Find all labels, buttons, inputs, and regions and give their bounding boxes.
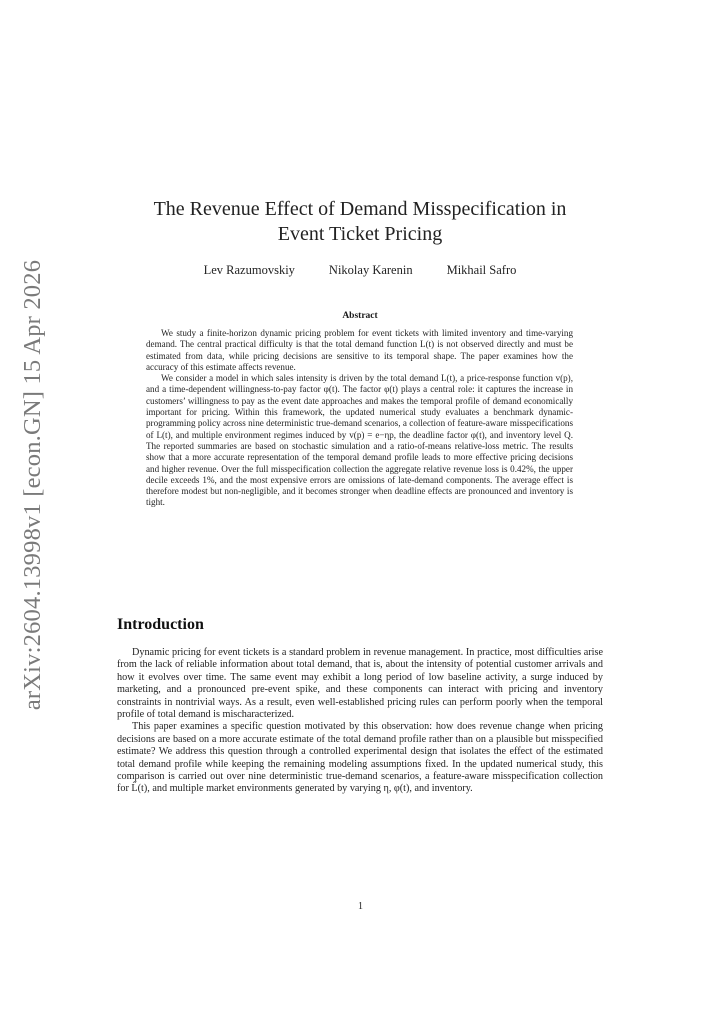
title-line-1: The Revenue Effect of Demand Misspecification in [153,198,567,220]
section-heading-introduction: Introduction [117,616,204,633]
author-list [118,263,602,278]
arxiv-identifier: arXiv:2604.13998v1 [econ.GN] 15 Apr 2026 [19,259,47,711]
page-number: 1 [358,901,363,912]
paper-title [118,197,602,247]
abstract-body [146,328,573,509]
author-name: Lev Razumovskiy [203,263,295,277]
arxiv-sidebar-stamp [10,259,56,711]
title-line-2: Event Ticket Pricing [277,223,443,245]
author-name: Mikhail Safro [446,263,517,277]
abstract-heading: Abstract [342,311,378,321]
introduction-body [117,647,603,796]
body-paragraph: This paper examines a specific question motivated by this observation: how does revenue change when pricing decisions are based on a more accurate estimate of the total demand profile rather than on a plausible but misspecified estimate? We address this question through a controlled experimental design that isolates the effect of the estimated total demand profile while keeping the remaining modeling assumptions fixed. In the updated numerical study, this comparison is carried out over nine deterministic true-demand scenarios, a feature-aware misspecification collection for L̂(t), and multiple market environments generated by varying η, φ(t), and inventory. [117,721,603,795]
author-name: Nikolay Karenin [328,263,413,277]
abstract-paragraph: We consider a model in which sales intensity is driven by the total demand L(t), a price-response function v(p), and a time-dependent willingness-to-pay factor φ(t). The factor φ(t) plays a central role: it captures the increase in customers’ willingness to pay as the event date approaches and makes the temporal profile of demand economically important for pricing. Within this framework, the updated numerical study evaluates a benchmark dynamic-programming policy across nine deterministic true-demand scenarios, a collection of feature-aware misspecifications of L(t), and multiple environment regimes induced by v(p) = e−ηp, the deadline factor φ(t), and inventory level Q. The reported summaries are based on stochastic simulation and a ratio-of-means relative-loss metric. The results show that a more accurate representation of the temporal demand profile leads to more effective pricing decisions and higher revenue. Over the full misspecification collection the aggregate relative revenue loss is 0.42%, the upper decile exceeds 1%, and the most expensive errors are omissions of late-demand components. The average effect is therefore modest but non-negligible, and it becomes stronger when deadline effects are pronounced and inventory is tight. [146,373,573,508]
abstract-paragraph: We study a finite-horizon dynamic pricing problem for event tickets with limited inventory and time-varying demand. The central practical difficulty is that the total demand function L(t) is not observed directly and must be estimated from data, while pricing decisions are sensitive to its temporal shape. The paper examines how the accuracy of this estimate affects revenue. [146,328,573,372]
body-paragraph: Dynamic pricing for event tickets is a standard problem in revenue management. In practice, most difficulties arise from the lack of reliable information about total demand, that is, about the intensity of potential customer arrivals and how it evolves over time. The same event may exhibit a long period of low baseline activity, a surge induced by marketing, and a pronounced pre-event spike, and these components can interact with pricing and inventory constraints in nontrivial ways. As a result, even well-established pricing rules can perform poorly when the temporal profile of total demand is mischaracterized. [117,647,603,721]
